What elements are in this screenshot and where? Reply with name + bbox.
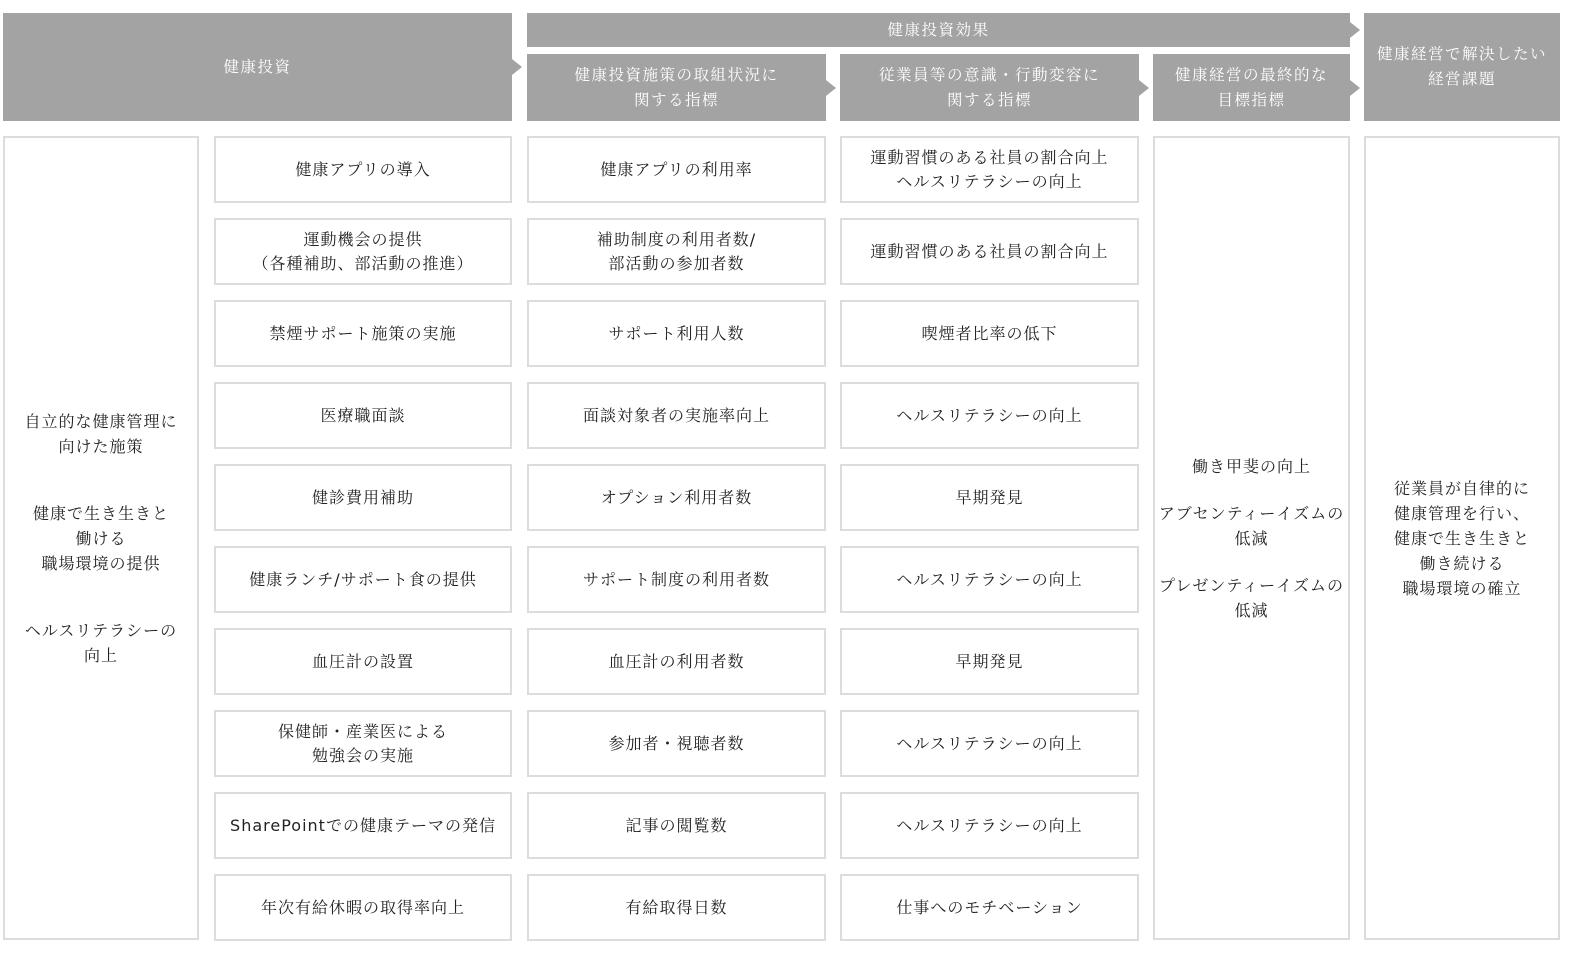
measure-cell: 保健師・産業医による 勉強会の実施 [214, 710, 512, 777]
measure-indicator-cell: 健康アプリの利用率 [527, 136, 826, 203]
measure-indicator-cell: オプション利用者数 [527, 464, 826, 531]
measure-indicator-cell: 血圧計の利用者数 [527, 628, 826, 695]
header-investment-arrow [512, 59, 522, 75]
final-goal-item: 働き甲斐の向上 [1191, 456, 1311, 476]
measure-cell: 健康ランチ/サポート食の提供 [214, 546, 512, 613]
header-final-indicators-label: 健康経営の最終的な 目標指標 [1174, 65, 1328, 109]
header-issue [1364, 13, 1560, 121]
measure-cell: 医療職面談 [214, 382, 512, 449]
behavior-indicator-cell: 早期発見 [840, 464, 1139, 531]
behavior-indicator-cell: 喫煙者比率の低下 [840, 300, 1139, 367]
measure-indicator-cell: 記事の閲覧数 [527, 792, 826, 859]
header-measure-indicators [527, 54, 826, 121]
header-issue-label: 健康経営で解決したい 経営課題 [1376, 45, 1547, 88]
header-investment [3, 13, 512, 121]
final-goals-box [1153, 136, 1350, 940]
header-behavior-indicators [840, 54, 1139, 121]
measure-indicator-cell: 補助制度の利用者数/ 部活動の参加者数 [527, 218, 826, 285]
header-effect-label: 健康投資効果 [887, 20, 990, 39]
header-behavior-arrow [1139, 80, 1149, 96]
header-measure-arrow [826, 80, 836, 96]
final-goal-item: プレゼンティーイズムの 低減 [1159, 575, 1344, 620]
behavior-indicator-cell: ヘルスリテラシーの向上 [840, 382, 1139, 449]
header-final-indicators [1153, 54, 1350, 121]
header-effect [527, 13, 1350, 47]
final-goal-item: アブセンティーイズムの 低減 [1158, 503, 1345, 548]
measure-cell: 年次有給休暇の取得率向上 [214, 874, 512, 941]
measure-cell: 健康アプリの導入 [214, 136, 512, 203]
behavior-indicator-cell: ヘルスリテラシーの向上 [840, 792, 1139, 859]
measure-cell: 健診費用補助 [214, 464, 512, 531]
behavior-indicator-cell: ヘルスリテラシーの向上 [840, 710, 1139, 777]
policy-item: 自立的な健康管理に 向けた施策 [24, 411, 178, 456]
behavior-indicator-cell: 運動習慣のある社員の割合向上 [840, 218, 1139, 285]
measure-cell: 血圧計の設置 [214, 628, 512, 695]
header-effect-arrow [1350, 22, 1360, 38]
measure-indicator-cell: 参加者・視聴者数 [527, 710, 826, 777]
measure-indicator-cell: サポート利用人数 [527, 300, 826, 367]
measure-cell: SharePointでの健康テーマの発信 [214, 792, 512, 859]
header-measure-indicators-label: 健康投資施策の取組状況に 関する指標 [574, 65, 779, 109]
policy-item: 健康で生き生きと 働ける 職場環境の提供 [32, 503, 169, 573]
management-issue-text: 従業員が自律的に 健康管理を行い、 健康で生き生きと 働き続ける 職場環境の確立 [1393, 478, 1530, 598]
header-investment-label: 健康投資 [223, 57, 292, 76]
measure-indicator-cell: サポート制度の利用者数 [527, 546, 826, 613]
behavior-indicator-cell: 仕事へのモチベーション [840, 874, 1139, 941]
behavior-indicator-cell: 運動習慣のある社員の割合向上 ヘルスリテラシーの向上 [840, 136, 1139, 203]
behavior-indicator-cell: ヘルスリテラシーの向上 [840, 546, 1139, 613]
management-issue-box [1364, 136, 1560, 940]
measure-cell: 禁煙サポート施策の実施 [214, 300, 512, 367]
measure-indicator-cell: 有給取得日数 [527, 874, 826, 941]
measure-indicator-cell: 面談対象者の実施率向上 [527, 382, 826, 449]
header-behavior-indicators-label: 従業員等の意識・行動変容に 関する指標 [878, 65, 1100, 109]
investment-policy-box [3, 136, 199, 940]
policy-item: ヘルスリテラシーの 向上 [24, 620, 178, 665]
header-final-arrow [1350, 80, 1360, 96]
measure-cell: 運動機会の提供 （各種補助、部活動の推進） [214, 218, 512, 285]
behavior-indicator-cell: 早期発見 [840, 628, 1139, 695]
